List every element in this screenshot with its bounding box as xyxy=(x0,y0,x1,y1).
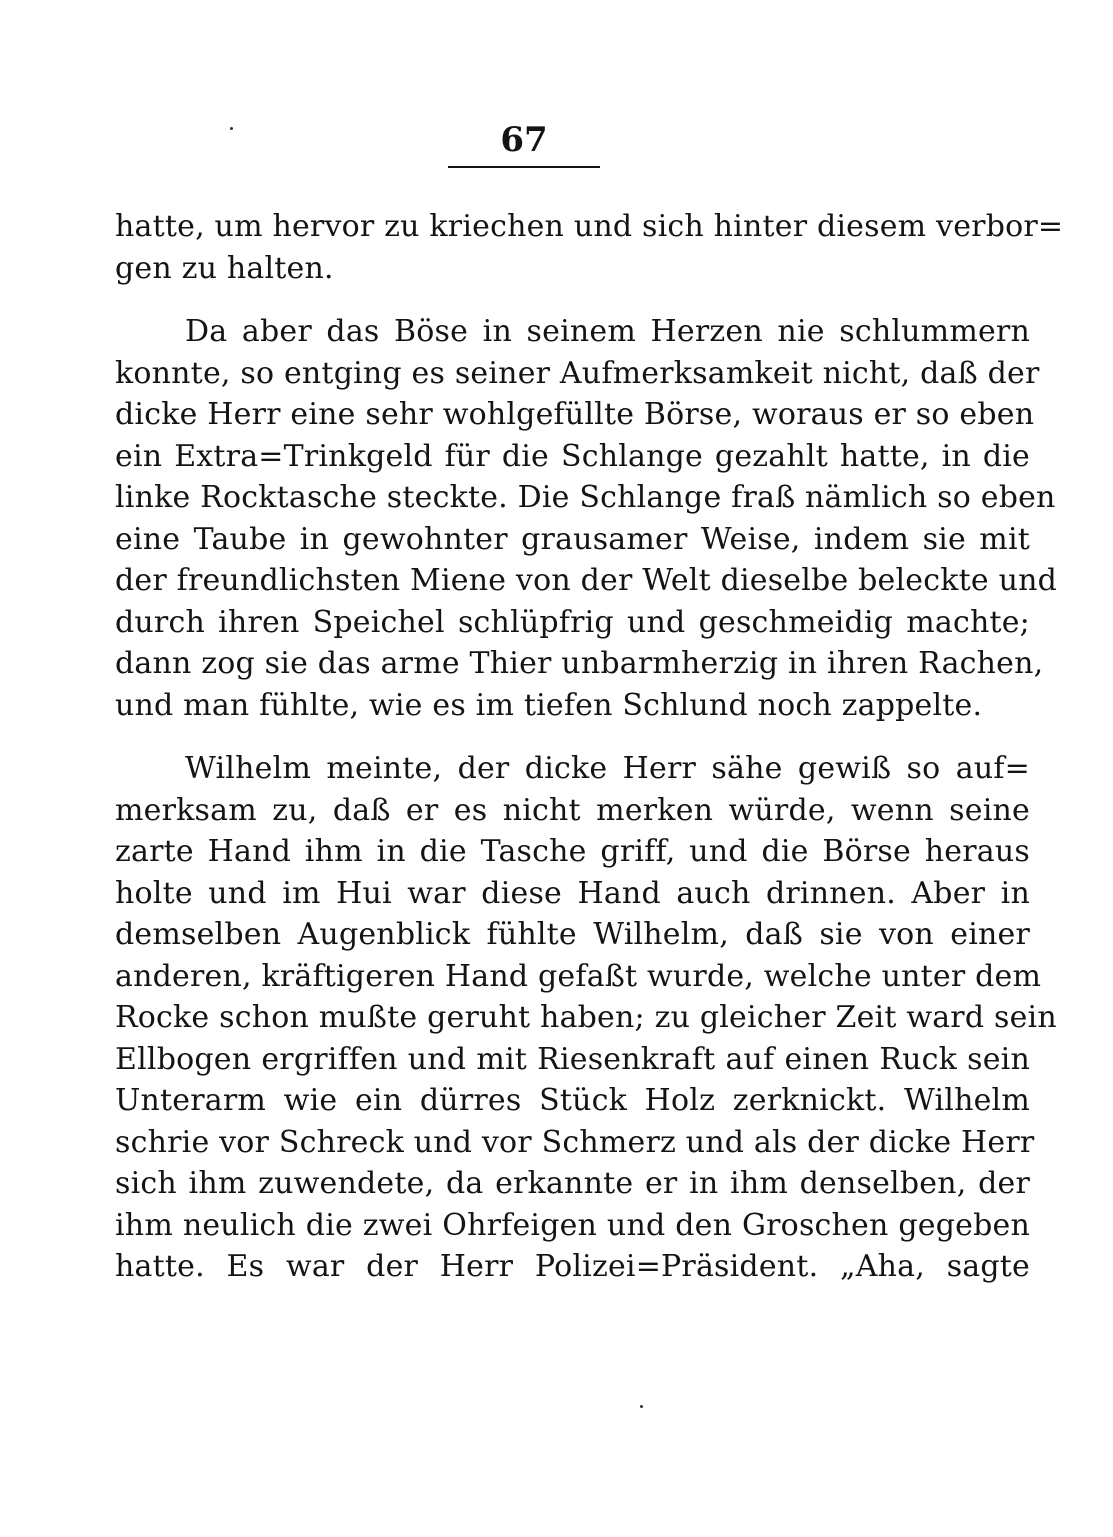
text-line: zarte Hand ihm in die Tasche griff, und die Börse heraus xyxy=(115,834,1030,869)
print-speck xyxy=(230,127,233,130)
text-line: sich ihm zuwendete, da erkannte er in ihm denselben, der xyxy=(115,1166,1030,1201)
text-line: Ellbogen ergriffen und mit Riesenkraft auf einen Ruck sein xyxy=(115,1041,1030,1077)
text-line: holte und im Hui war diese Hand auch drinnen. Aber in xyxy=(115,875,1030,911)
text-line: konnte, so entging es seiner Aufmerksamkeit nicht, daß der xyxy=(115,355,1040,391)
text-line: Da aber das Böse in seinem Herzen nie schlummern xyxy=(185,314,1030,349)
text-line: ein Extra=Trinkgeld für die Schlange gezahlt hatte, in die xyxy=(115,438,1030,474)
print-speck xyxy=(640,1405,643,1408)
body-text xyxy=(115,206,1064,1288)
paragraph xyxy=(115,748,1057,1288)
text-line: schrie vor Schreck und vor Schmerz und als der dicke Herr xyxy=(115,1124,1035,1160)
text-line: anderen, kräftigeren Hand gefaßt wurde, welche unter dem xyxy=(115,958,1042,994)
text-line: linke Rocktasche steckte. Die Schlange fraß nämlich so eben xyxy=(115,480,1056,515)
text-line: dicke Herr eine sehr wohlgefüllte Börse, woraus er so eben xyxy=(115,397,1035,432)
page-number-rule xyxy=(448,166,600,168)
text-line: der freundlichsten Miene von der Welt dieselbe beleckte und xyxy=(115,563,1058,598)
text-line: und man fühlte, wie es im tiefen Schlund noch zappelte. xyxy=(115,687,983,723)
text-line: ihm neulich die zwei Ohrfeigen und den Groschen gegeben xyxy=(115,1207,1030,1243)
text-line: Rocke schon mußte geruht haben; zu gleicher Zeit ward sein xyxy=(115,1000,1057,1035)
text-line: demselben Augenblick fühlte Wilhelm, daß sie von einer xyxy=(115,917,1030,952)
paragraph xyxy=(115,311,1058,726)
text-line: eine Taube in gewohnter grausamer Weise, indem sie mit xyxy=(115,521,1030,557)
text-line: hatte, um hervor zu kriechen und sich hinter diesem verbor= xyxy=(115,209,1064,244)
paragraph xyxy=(115,206,1064,289)
page-number: 67 xyxy=(500,120,548,160)
text-line: Wilhelm meinte, der dicke Herr sähe gewiß so auf= xyxy=(185,751,1030,786)
text-line: gen zu halten. xyxy=(115,250,334,286)
text-line: dann zog sie das arme Thier unbarmherzig in ihren Rachen, xyxy=(115,646,1044,681)
text-line: merksam zu, daß er es nicht merken würde, wenn seine xyxy=(115,792,1030,828)
text-line: hatte. Es war der Herr Polizei=Präsident. „Aha, sagte xyxy=(115,1249,1030,1284)
text-line: durch ihren Speichel schlüpfrig und geschmeidig machte; xyxy=(115,604,1030,640)
text-line: Unterarm wie ein dürres Stück Holz zerknickt. Wilhelm xyxy=(115,1083,1030,1118)
